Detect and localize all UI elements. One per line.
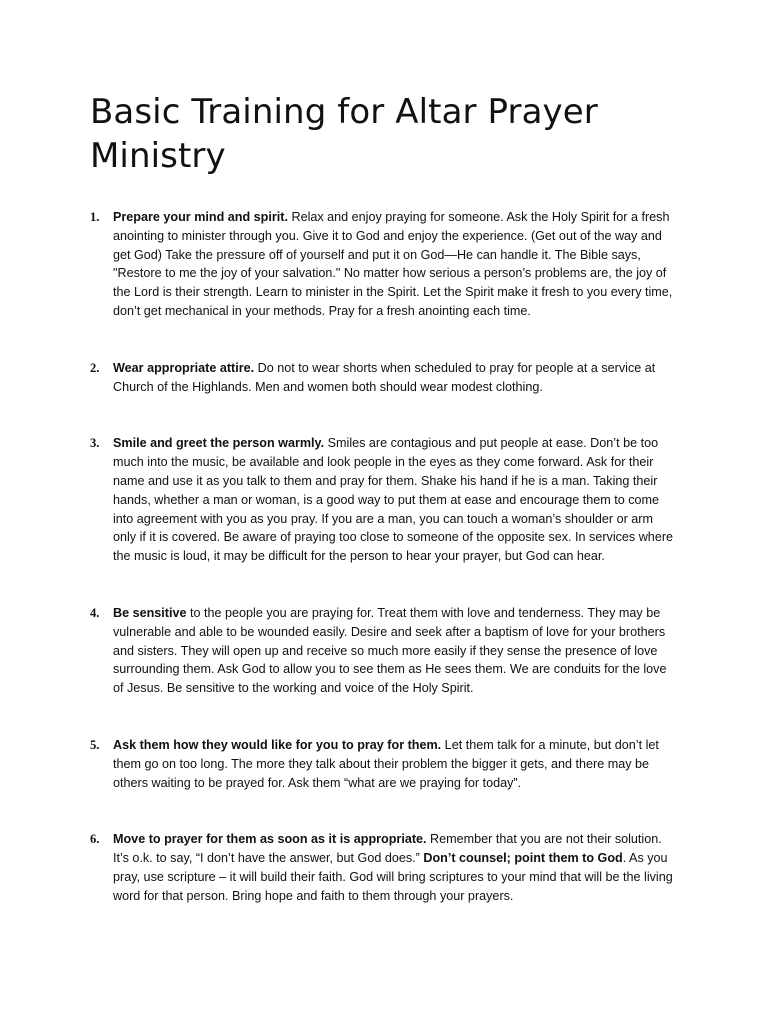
item-body: to the people you are praying for. Treat them with love and tenderness. They may be vulnerable and able to be wounded easily. Desire and seek after a baptism of love for your brothers and sisters. They will open up and receive so much more easily if they sense the presence of love surrounding them. Ask God to allow you to see them as He sees them. We are conduits for the love of Jesus. Be sensitive to the working and voice of the Holy Spirit.: [113, 605, 667, 696]
list-item-3: [90, 434, 678, 566]
item-number: 2.: [90, 360, 100, 375]
item-heading: Be sensitive: [113, 605, 187, 620]
item-number: 4.: [90, 605, 100, 620]
list-item-5: [90, 736, 678, 792]
item-heading: Ask them how they would like for you to pray for them.: [113, 737, 442, 752]
item-body: Remember that you are not their solution. It’s o.k. to say, “I don’t have the answer, but God does.”: [113, 832, 662, 866]
item-emphasis: Don’t counsel; point them to God: [423, 851, 623, 866]
item-heading: Smile and greet the person warmly.: [113, 436, 325, 451]
item-body: Relax and enjoy praying for someone. Ask the Holy Spirit for a fresh anointing to minister through you. Give it to God and enjoy the experience. (Get out of the way and get God) Take the pressure off of yourself and put it on God—He can handle it. The Bible says, "Restore to me the joy of your salvation." No matter how serious a person’s problems are, the joy of the Lord is their strength. Learn to minister in the Spirit. Let the Spirit make it fresh to you every time, don’t get mechanical in your methods. Pray for a fresh anointing each time.: [113, 210, 673, 318]
item-body: Do not to wear shorts when scheduled to pray for people at a service at Church of the Highlands. Men and women both should wear modest clothing.: [113, 360, 656, 394]
list-item-2: [90, 359, 678, 397]
document-title: Basic Training for Altar Prayer Ministry: [90, 92, 598, 176]
item-heading: Move to prayer for them as soon as it is appropriate.: [113, 832, 427, 847]
item-body: Smiles are contagious and put people at ease. Don’t be too much into the music, be available and look people in the eyes as they come forward. Ask for their name and use it as you talk to them and pray for them. Shake his hand if he is a man. Taking their hands, whether a man or woman, is a good way to put them at ease and encourage them to come into agreement with you as you pray. If you are a man, you can touch a woman’s shoulder or arm only if it is covered. Be aware of praying too close to someone of the opposite sex. In services where the music is loud, it may be difficult for the person to hear your prayer, but God can hear.: [113, 436, 674, 564]
item-heading: Wear appropriate attire.: [113, 360, 255, 375]
list-item-6: [90, 830, 678, 905]
item-number: 5.: [90, 737, 100, 752]
item-body: Let them talk for a minute, but don’t let them go on too long. The more they talk about their problem the bigger it gets, and there may be others waiting to be prayed for. Ask them “what are we praying for today”.: [113, 737, 659, 790]
list-item-4: [90, 604, 678, 698]
list-item-1: [90, 208, 678, 321]
item-body-continued: . As you pray, use scripture – it will build their faith. God will bring scriptures to your mind that will be the living word for that person. Bring hope and faith to them through your prayers.: [113, 851, 673, 903]
item-heading: Prepare your mind and spirit.: [113, 210, 288, 224]
training-list: [90, 208, 678, 906]
item-number: 3.: [90, 436, 100, 451]
item-number: 1.: [90, 210, 100, 224]
item-number: 6.: [90, 832, 100, 847]
